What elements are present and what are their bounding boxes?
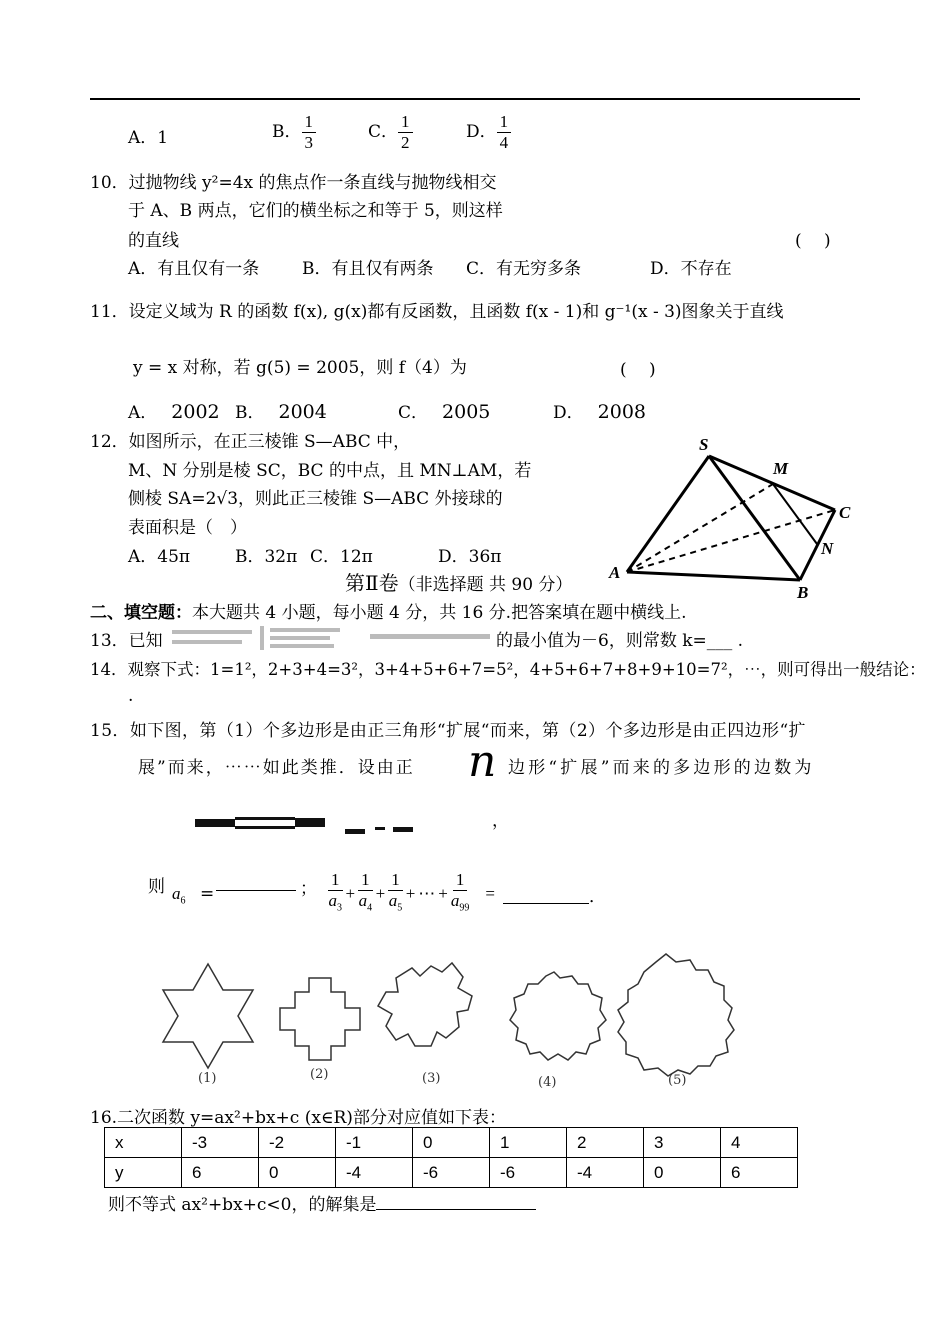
table-cell: -4 (567, 1158, 644, 1188)
label-n: N (821, 539, 834, 558)
q12-line2: M、N 分别是棱 SC，BC 的中点，且 MN⊥AM，若 (128, 461, 532, 481)
fig-label-4: (4) (538, 1075, 557, 1090)
q12-option-c: C．12π (310, 547, 373, 567)
q15-semicolon: ； (300, 879, 317, 899)
q10-option-a: A．有且仅有一条 (128, 259, 260, 279)
q11-option-b: B． 2004 (235, 401, 327, 423)
table-cell: 2 (567, 1128, 644, 1158)
fig-label-1: (1) (198, 1071, 217, 1086)
q15-comma: ， (492, 811, 509, 831)
table-cell: 0 (413, 1128, 490, 1158)
q15-n: n (468, 736, 497, 787)
label-a: A (609, 563, 621, 582)
q16-answer-blank[interactable] (376, 1193, 536, 1210)
q15-a6-eq: = (200, 884, 215, 904)
fig-label-5: (5) (668, 1073, 687, 1088)
q15-answer-blank-2[interactable] (503, 885, 589, 904)
q11-line1: 11．设定义域为 R 的函数 f(x), g(x)都有反函数，且函数 f(x - 1)和 g⁻¹(x - 3)图象关于直线 (90, 302, 784, 322)
q10-line1: 10．过抛物线 y²=4x 的焦点作一条直线与抛物线相交 (90, 173, 497, 193)
q12-option-b: B．32π (235, 547, 298, 567)
table-cell: -4 (336, 1158, 413, 1188)
label-s: S (699, 435, 709, 454)
q12-line1: 12．如图所示，在正三棱锥 S—ABC 中， (90, 432, 411, 452)
q11-option-a: A． 2002 (128, 401, 220, 423)
table-cell: 6 (182, 1158, 259, 1188)
q10-option-d: D．不存在 (650, 259, 732, 279)
q15-line2a: 展”而来，⋯⋯如此类推．设由正 (138, 758, 415, 778)
table-row-y (105, 1158, 798, 1188)
q10-paren: ( ) (795, 231, 831, 251)
q13-post: 的最小值为－6，则常数 k=___ . (496, 631, 744, 651)
table-cell: 0 (644, 1158, 721, 1188)
q9-option-d: D． $\frac{1}{4}$ (466, 112, 511, 153)
table-cell: y (105, 1158, 182, 1188)
q12-option-d: D．36π (438, 547, 502, 567)
q14-line2: . (128, 686, 134, 706)
q10-line3: 的直线 (128, 231, 179, 251)
q15-line2b: 边形“扩展”而来的多边形的边数为 (508, 758, 815, 778)
label-c: C (839, 503, 851, 522)
q10-option-b: B．有且仅有两条 (302, 259, 434, 279)
q13-blurred-formula (170, 622, 495, 652)
table-cell: 1 (490, 1128, 567, 1158)
top-rule (90, 98, 860, 100)
table-row-x (105, 1128, 798, 1158)
q12-option-a: A．45π (128, 547, 191, 567)
q15-answer-blank-1[interactable] (216, 890, 296, 891)
q13-pre: 13．已知 (90, 631, 163, 651)
q15-blurred-formula (195, 815, 420, 837)
label-b: B (797, 583, 809, 602)
q9-option-b: B． $\frac{1}{3}$ (272, 112, 316, 153)
section2-heading: 二、填空题：本大题共 4 小题，每小题 4 分，共 16 分.把答案填在题中横线上. (90, 603, 687, 623)
q16-value-table (104, 1127, 798, 1188)
fig-label-3: (3) (422, 1071, 441, 1086)
fig-label-2: (2) (310, 1067, 329, 1082)
part2-title: 第Ⅱ卷（非选择题 共 90 分） (345, 571, 573, 595)
q15-then: 则 (148, 877, 165, 897)
q15-polygon-figures (150, 950, 870, 1100)
q9-option-a: A．1 (128, 128, 169, 148)
table-cell: -1 (336, 1128, 413, 1158)
label-m: M (773, 459, 789, 478)
q15-a6: $a_6$ (172, 884, 186, 907)
table-cell: 6 (721, 1158, 798, 1188)
q14-line1: 14．观察下式：1=1²，2+3+4=3²，3+4+5+6+7=5²，4+5+6+7+8+9+10=7²，⋯，则可得出一般结论： (90, 660, 926, 679)
q11-option-c: C． 2005 (398, 401, 491, 423)
table-cell: -6 (413, 1158, 490, 1188)
q9-option-c: C． $\frac{1}{2}$ (368, 112, 413, 153)
q11-option-d: D． 2008 (553, 401, 646, 423)
table-cell: -3 (182, 1128, 259, 1158)
q12-line4: 表面积是（ ） (128, 518, 247, 538)
table-cell: 3 (644, 1128, 721, 1158)
table-cell: -6 (490, 1158, 567, 1188)
table-cell: x (105, 1128, 182, 1158)
table-cell: -2 (259, 1128, 336, 1158)
q11-line2: y = x 对称，若 g(5) = 2005，则 f（4）为 (133, 358, 467, 378)
q15-line1: 15．如下图，第（1）个多边形是由正三角形“扩展“而来，第（2）个多边形是由正四边形“扩 (90, 721, 806, 741)
pyramid-figure (605, 432, 860, 602)
table-cell: 4 (721, 1128, 798, 1158)
table-cell: 0 (259, 1158, 336, 1188)
q10-line2: 于 A、B 两点，它们的横坐标之和等于 5，则这样 (128, 201, 503, 221)
q15-sum-expression: $\frac{1}{a_3}$ + $\frac{1}{a_4}$ + $\frac{1}{a_5}$ + ⋯ + $\frac{1}{a_{99}}$ = ． (328, 870, 606, 914)
q12-line3: 侧棱 SA=2√3，则此正三棱锥 S—ABC 外接球的 (128, 489, 503, 509)
q16-line: 16.二次函数 y=ax²+bx+c (x∈R)部分对应值如下表： (90, 1108, 506, 1128)
q16-conclusion: 则不等式 ax²+bx+c<0，的解集是 (108, 1190, 536, 1215)
q11-paren: ( ) (620, 360, 656, 380)
q10-option-c: C．有无穷多条 (466, 259, 582, 279)
